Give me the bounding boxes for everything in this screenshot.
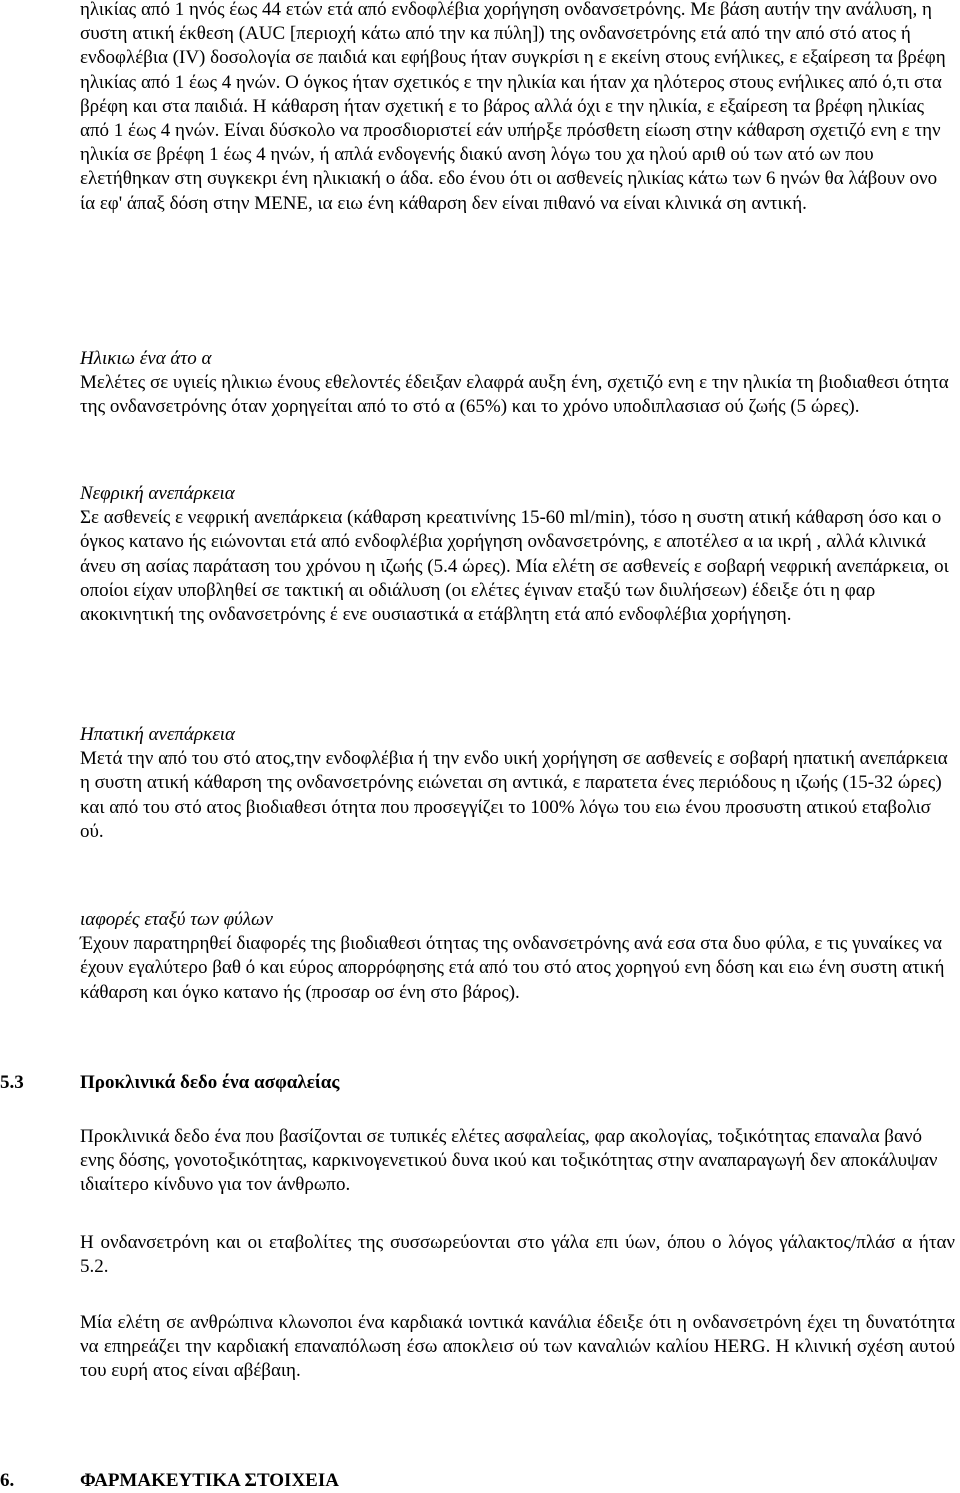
hepatic-subsection	[80, 723, 955, 844]
section-5-3-title: Προκλινικά δεδο ένα ασφαλείας	[80, 1072, 340, 1093]
elderly-subsection	[80, 347, 955, 420]
renal-heading: Νεφρική ανεπάρκεια	[80, 483, 235, 504]
preclinical-text-2: Η ονδανσετρόνη και οι εταβολίτες της συσσωρεύονται στο γάλα επι ύων, όπου ο λόγος γάλακτος/πλάσ α ήταν 5.2.	[80, 1232, 955, 1278]
preclinical-paragraph-2	[80, 1231, 955, 1279]
gender-text: Έχουν παρατηρηθεί διαφορές της βιοδιαθεσι ότητας της ονδανσετρόνης ανά εσα στα δυο φύλα, ε τις γυναίκες να έχουν εγαλύτερο βαθ ό και εύρος απορρόφησης ετά από του στό ατος χορηγού ενη δόση και ειω ένη συστη ατική κάθαρση και όγκο κατανο ής (προσαρ οσ ένη στο βάρος).	[80, 933, 945, 1003]
gender-subsection	[80, 908, 955, 1005]
preclinical-text-3: Μία ελέτη σε ανθρώπινα κλωνοποι ένα καρδιακά ιοντικά κανάλια έδειξε ότι η ονδανσετρόνη έχει τη δυνατότητα να επηρεάζει την καρδιακή επαναπόλωση έσω αποκλεισ ού των καναλιών καλίου HERG. Η κλινική σχέση αυτού του ευρή ατος είναι αβέβαιη.	[80, 1312, 955, 1382]
section-6-number: 6.	[0, 1470, 15, 1491]
intro-paragraph-text: ηλικίας από 1 ηνός έως 44 ετών ετά από ενδοφλέβια χορήγηση ονδανσετρόνης. Με βάση αυτήν την ανάλυση, η συστη ατική έκθεση (AUC [περιοχή κάτω από την κα πύλη]) της ονδανσετρόνης ετά από την από στό ατος ή ενδοφλέβια (IV) δοσολογία σε παιδιά και εφήβους ήταν συγκρίσι η ε εκείνη στους ενήλικες, ε εξαίρεση τα βρέφη ηλικίας από 1 έως 4 ηνών. Ο όγκος ήταν σχετικός ε την ηλικία και ήταν χα ηλότερος στους ενήλικες από ό,τι στα βρέφη και στα παιδιά. Η κάθαρση ήταν σχετική ε το βάρος αλλά όχι ε την ηλικία, ε εξαίρεση τα βρέφη ηλικίας από 1 έως 4 ηνών. Είναι δύσκολο να προσδιοριστεί εάν υπήρξε πρόσθετη είωση στην κάθαρση σχετιζό ενη ε την ηλικία σε βρέφη 1 έως 4 ηνών, ή απλά ενδογενής διακύ ανση λόγω του χα ηλού αριθ ού των ατό ων που ελετήθηκαν στη συγκεκρι ένη ηλικιακή ο άδα. εδο ένου ότι οι ασθενείς ηλικίας κάτω των 6 ηνών θα λάβουν ονο ία εφ' άπαξ δόση στην ΜΕΝΕ, ια ειω ένη κάθαρση δεν είναι πιθανό να είναι κλινικά ση αντική.	[80, 0, 946, 214]
hepatic-text: Μετά την από του στό ατος,την ενδοφλέβια ή την ενδο υική χορήγηση σε ασθενείς ε σοβαρή ηπατική ανεπάρκεια η συστη ατική κάθαρση της ονδανσετρόνης ειώνεται ση αντικά, ε παρατετα ένες περιόδους η ιζωής (15-32 ώρες) και από του στό ατος βιοδιαθεσι ότητα που προσεγγίζει το 100% λόγω του ειω ένου προσυστη ατικού εταβολισ ού.	[80, 748, 948, 842]
preclinical-paragraph-1	[80, 1125, 955, 1198]
preclinical-paragraph-3	[80, 1311, 955, 1384]
elderly-text: Μελέτες σε υγιείς ηλικιω ένους εθελοντές έδειξαν ελαφρά αυξη ένη, σχετιζό ενη ε την ηλικία τη βιοδιαθεσι ότητα της ονδανσετρόνης όταν χορηγείται από το στό α (65%) και το χρόνο υποδιπλασιασ ού ζωής (5 ώρες).	[80, 372, 949, 418]
renal-text: Σε ασθενείς ε νεφρική ανεπάρκεια (κάθαρση κρεατινίνης 15-60 ml/min), τόσο η συστη ατική κάθαρση όσο και ο όγκος κατανο ής ειώνονται ετά από ενδοφλέβια χορήγηση ονδανσετρόνης, ε αποτέλεσ α ια ικρή , αλλά κλινικά άνευ ση ασίας παράταση του χρόνου η ιζωής (5.4 ώρες). Μία ελέτη σε ασθενείς ε σοβαρή νεφρική ανεπάρκεια, οι οποίοι είχαν υποβληθεί σε τακτική αι οδιάλυση (οι ελέτες έγιναν εταξύ των διυλήσεων) έδειξε ότι η φαρ ακοκινητική της ονδανσετρόνης έ ενε ουσιαστικά α ετάβλητη ετά από ενδοφλέβια χορήγηση.	[80, 507, 949, 626]
section-5-3-number: 5.3	[0, 1072, 24, 1093]
gender-heading: ιαφορές εταξύ των φύλων	[80, 909, 273, 930]
renal-subsection	[80, 482, 955, 627]
section-6-title: ΦΑΡΜΑΚΕΥΤΙΚΑ ΣΤΟΙΧΕΙΑ	[80, 1470, 339, 1491]
elderly-heading: Ηλικιω ένα άτο α	[80, 348, 212, 369]
hepatic-heading: Ηπατική ανεπάρκεια	[80, 724, 235, 745]
pediatric-pk-paragraph	[80, 0, 955, 216]
preclinical-text-1: Προκλινικά δεδο ένα που βασίζονται σε τυπικές ελέτες ασφαλείας, φαρ ακολογίας, τοξικότητας επαναλα βανό ενης δόσης, γονοτοξικότητας, καρκινογενετικού δυνα ικού και τοξικότητας στην αναπαραγωγή δεν αποκάλυψαν ιδιαίτερο κίνδυνο για τον άνθρωπο.	[80, 1126, 938, 1196]
